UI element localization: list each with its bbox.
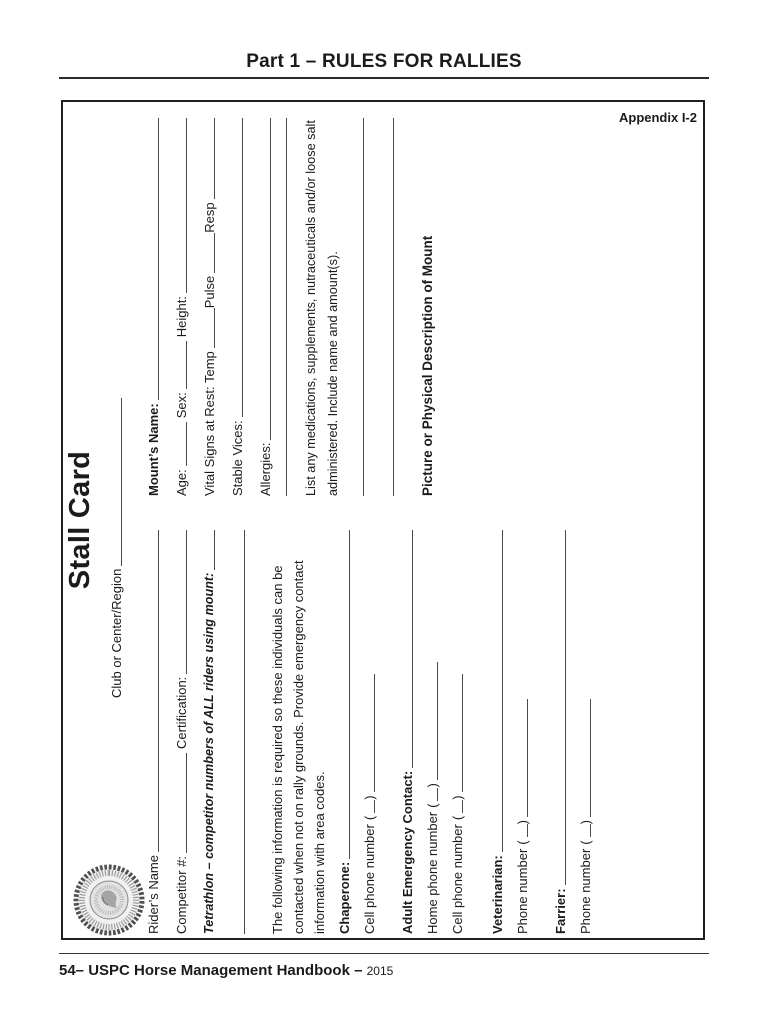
blank-line: [286, 118, 287, 496]
sex-label: Sex:: [174, 392, 189, 419]
blank-line: [565, 530, 566, 885]
phone-number-label: Phone number: [515, 848, 530, 934]
page-title: Part 1 – RULES FOR RALLIES: [246, 51, 522, 72]
allergies-row: [245, 118, 273, 496]
age-label: Age:: [174, 469, 189, 496]
farrier-phone-row: [568, 530, 593, 934]
paren-open: (: [450, 815, 465, 821]
blank-line: [527, 699, 528, 817]
mounts-name-label: Mount’s Name:: [146, 403, 161, 496]
footer-page-number: 54–: [59, 962, 85, 979]
blank-line: [158, 118, 159, 400]
page-footer: [59, 962, 393, 979]
competitor-row: [161, 530, 189, 934]
header-rule: [59, 77, 709, 79]
chaperone-row: [330, 530, 352, 934]
blank-line-row: [366, 118, 396, 496]
vet-phone-row: [505, 530, 530, 934]
blank-line: [214, 233, 215, 273]
farrier-label: Farrier:: [553, 888, 568, 934]
blank-line: [186, 341, 187, 389]
adult-emergency-label: Adult Emergency Contact:: [400, 770, 415, 934]
picture-description-heading: Picture or Physical Description of Mount: [420, 235, 435, 496]
paren-close: ): [515, 820, 530, 825]
footer-book-title: USPC Horse Management Handbook –: [88, 962, 363, 979]
adult-emergency-row: [377, 530, 415, 934]
blank-line: [186, 753, 187, 853]
footer-year: 2015: [366, 964, 394, 978]
vitals-label: Vital Signs at Rest: Temp: [202, 351, 217, 496]
paren-open: (: [578, 840, 593, 845]
competitor-label: Competitor #:: [174, 855, 189, 934]
blank-line: [186, 530, 187, 674]
pulse-label: Pulse: [202, 275, 217, 309]
riders-name-row: [63, 530, 161, 934]
blank-line: [214, 118, 215, 199]
appendix-label: Appendix I-2: [618, 110, 697, 125]
mounts-name-row: [63, 118, 161, 496]
farrier-row: [530, 530, 568, 934]
age-sex-height-row: [161, 118, 189, 496]
cell-phone-label: Cell phone number: [450, 824, 465, 934]
blank-line: [502, 530, 503, 852]
chaperone-label: Chaperone:: [337, 861, 352, 934]
blank-line-row: [273, 118, 289, 496]
blank-line: [590, 699, 591, 817]
veterinarian-row: [465, 530, 505, 934]
blank-line: [214, 308, 215, 348]
form-title: Stall Card: [64, 450, 96, 590]
paren-close: ): [362, 795, 377, 800]
emergency-contact-note: The following information is required so these individuals can be contacted when not on rally grounds. Provide emergency contact information with area codes.: [270, 560, 327, 934]
blank-line: [242, 118, 243, 417]
tetrathlon-row: [189, 530, 217, 934]
paren-open: (: [515, 840, 530, 845]
blank-line: [437, 788, 438, 801]
blank-line: [349, 530, 350, 859]
club-region-label: Club or Center/Region: [109, 568, 124, 698]
paren-close: ): [425, 783, 440, 788]
blank-line: [186, 118, 187, 293]
medications-note: List any medications, supplements, nutraceuticals and/or loose salt administered. Include name and amount(s).: [304, 120, 340, 496]
riders-name-label: Rider’s Name: [146, 855, 161, 934]
chaperone-cell-row: [352, 530, 377, 934]
blank-line: [186, 422, 187, 466]
veterinarian-label: Veterinarian:: [490, 855, 505, 934]
blank-line: [437, 662, 438, 780]
blank-line: [590, 824, 591, 837]
blank-line: [214, 530, 215, 570]
paren-open: (: [425, 803, 440, 808]
resp-label: Resp: [202, 202, 217, 233]
cell-phone-label: Cell phone number: [362, 824, 377, 934]
blank-line: [374, 800, 375, 813]
tetrathlon-label: Tetrathlon – competitor numbers of ALL riders using mount:: [202, 572, 216, 934]
tetrathlon-blank-row: [217, 530, 247, 934]
stable-vices-row: [217, 118, 245, 496]
footer-rule: [59, 953, 709, 954]
stall-card-box: [61, 100, 705, 940]
mount-details-column: [63, 118, 435, 496]
blank-line: [393, 118, 394, 496]
blank-line-row: [344, 118, 366, 496]
blank-line: [270, 118, 271, 440]
aec-cell-phone-row: [440, 530, 465, 934]
home-phone-label: Home phone number: [425, 811, 440, 934]
blank-line: [244, 530, 245, 934]
blank-line: [462, 800, 463, 813]
blank-line: [158, 530, 159, 852]
blank-line: [412, 530, 413, 768]
height-label: Height:: [174, 296, 189, 338]
certification-label: Certification:: [174, 676, 189, 749]
home-phone-row: [415, 530, 440, 934]
phone-number-label: Phone number: [578, 848, 593, 934]
blank-line: [374, 674, 375, 792]
paren-close: ): [578, 820, 593, 825]
paren-close: ): [450, 795, 465, 800]
rider-contact-column: [63, 530, 593, 934]
blank-line: [363, 118, 364, 496]
stall-card-form: [63, 102, 699, 938]
paren-open: (: [362, 815, 377, 821]
vital-signs-row: [189, 118, 217, 496]
allergies-label: Allergies:: [258, 442, 273, 496]
blank-line: [462, 674, 463, 792]
blank-line: [527, 824, 528, 837]
stable-vices-label: Stable Vices:: [230, 420, 245, 496]
